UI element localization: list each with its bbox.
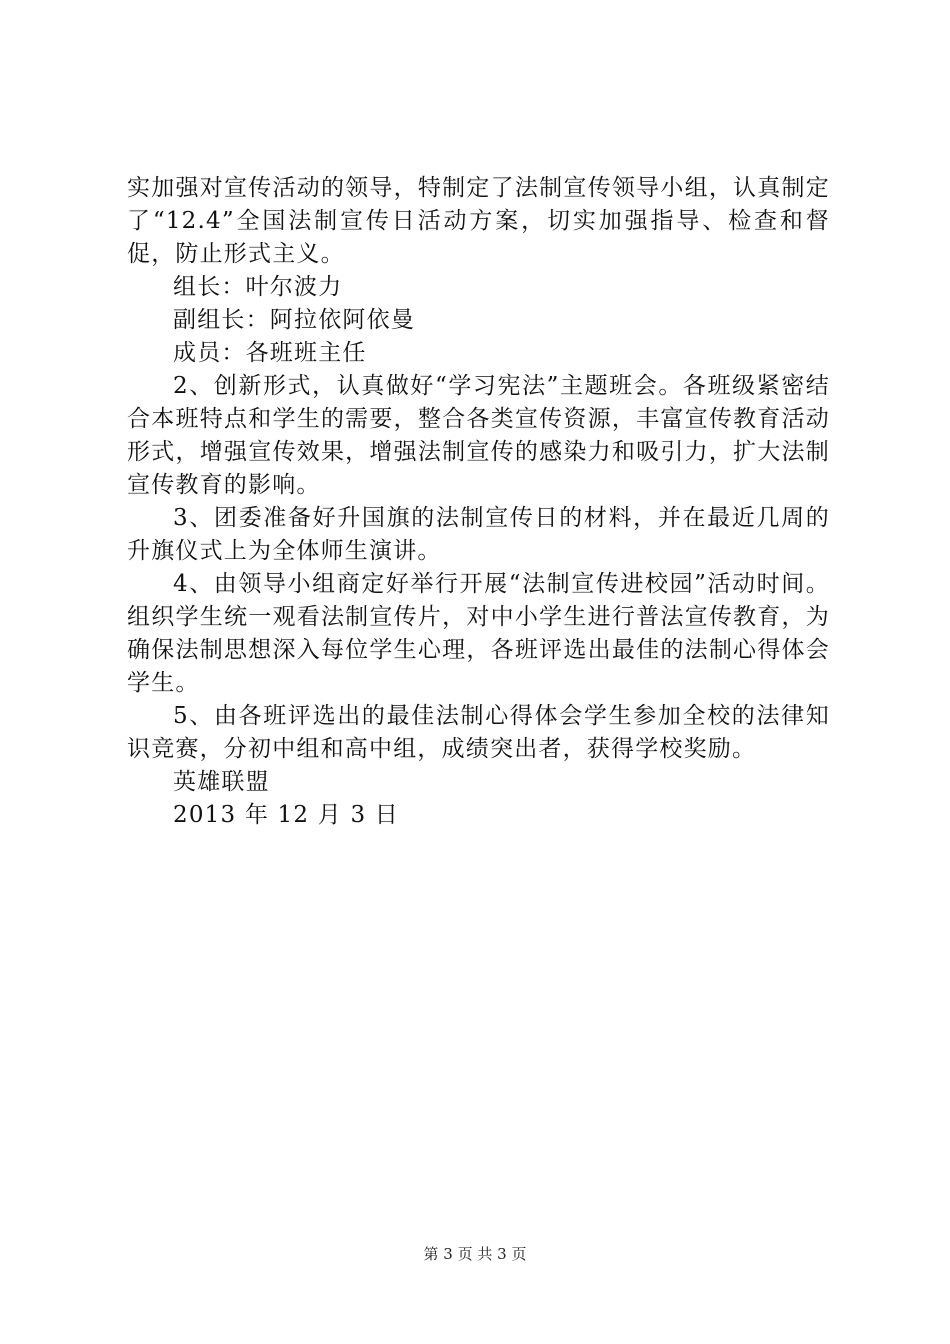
paragraph-members: 成员：各班班主任 (173, 340, 367, 366)
document-body (127, 172, 830, 832)
paragraph-item-4: 4、由领导小组商定好举行开展“法制宣传进校园”活动时间。组织学生统一观看法制宣传片，对中小学生进行普法宣传教育，为确保法制思想深入每位学生心理，各班评选出最佳的法制心得体会学生。 (127, 571, 830, 696)
signature-organization: 英雄联盟 (173, 769, 270, 795)
page-number-footer: 第 3 页 共 3 页 (423, 1245, 527, 1263)
paragraph-item-3: 3、团委准备好升国旗的法制宣传日的材料，并在最近几周的升旗仪式上为全体师生演讲。 (127, 505, 830, 564)
paragraph-item-2: 2、创新形式，认真做好“学习宪法”主题班会。各班级紧密结合本班特点和学生的需要，整合各类宣传资源，丰富宣传教育活动形式，增强宣传效果，增强法制宣传的感染力和吸引力，扩大法制宣传教育的影响。 (127, 373, 830, 498)
paragraph-intro-continuation: 实加强对宣传活动的领导，特制定了法制宣传领导小组，认真制定了“12.4”全国法制宣传日活动方案，切实加强指导、检查和督促，防止形式主义。 (127, 175, 830, 267)
paragraph-group-leader: 组长：叶尔波力 (173, 274, 343, 300)
paragraph-item-5: 5、由各班评选出的最佳法制心得体会学生参加全校的法律知识竞赛，分初中组和高中组，成绩突出者，获得学校奖励。 (127, 703, 830, 762)
paragraph-deputy-leader: 副组长：阿拉依阿依曼 (173, 307, 415, 333)
signature-date: 2013 年 12 月 3 日 (173, 802, 399, 828)
